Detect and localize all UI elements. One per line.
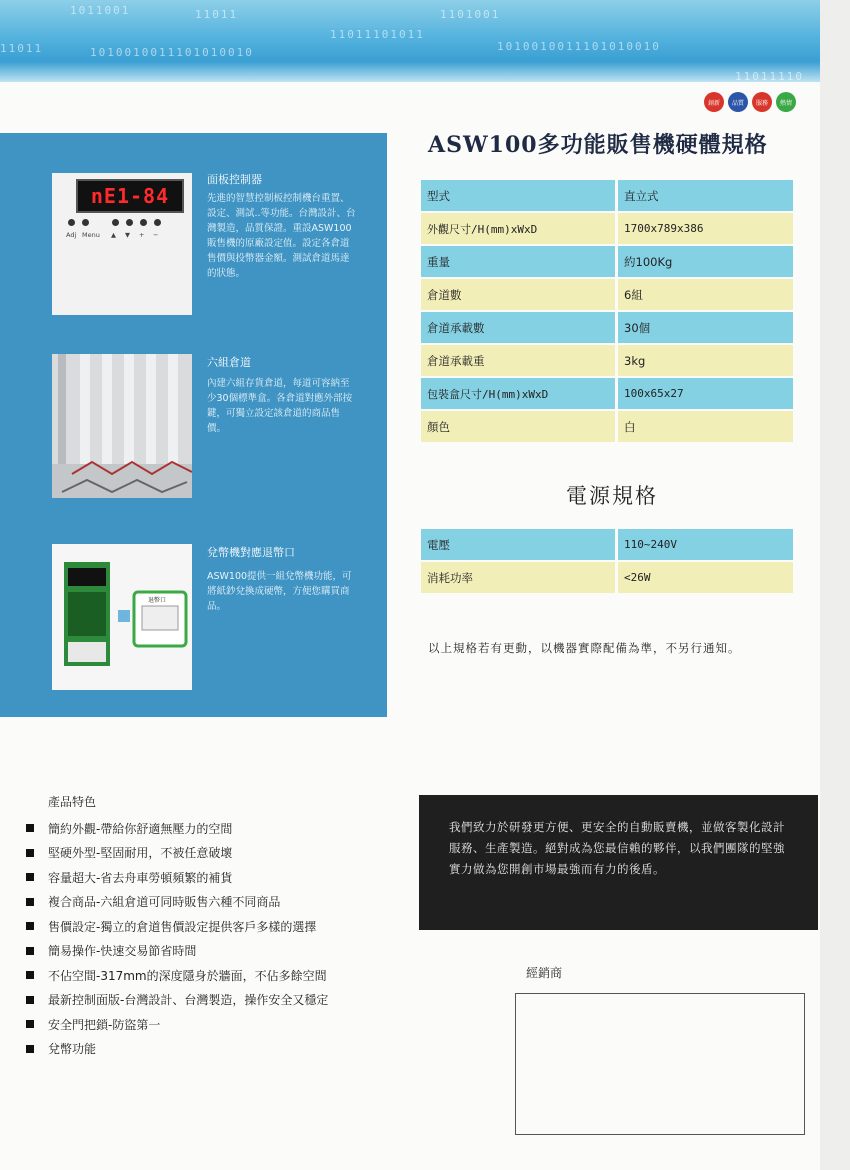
bullet-icon [26, 873, 34, 881]
bullet-icon [26, 1020, 34, 1028]
table-row [421, 562, 793, 595]
list-item [26, 816, 328, 841]
binary-decoration: 1010010011101010010 [497, 40, 661, 53]
spec-value: <26W [618, 562, 793, 595]
plus-button-icon [140, 219, 147, 226]
binary-decoration: 11011101011 [330, 28, 425, 41]
spec-value: 100x65x27 [618, 378, 793, 411]
feature-desc: 先進的智慧控制板控制機台重置、設定、測試..等功能。台灣設計、台灣製造，品質保證。重設ASW100販售機的原廠設定值。設定各倉道售價與投幣器金額。測試倉道馬達的狀態。 [207, 193, 356, 279]
feature-text: 最新控制面版-台灣設計、台灣製造，操作安全又穩定 [48, 993, 329, 1008]
button-row-left [68, 219, 89, 226]
binary-decoration: 11011110 [735, 70, 804, 82]
mission-text: 我們致力於研發更方便、更安全的自動販賣機，並做客製化設計服務、生產製造。絕對成為您最信賴的夥伴，以我們團隊的堅強實力做為您開創市場最強而有力的後盾。 [449, 820, 785, 876]
table-row [421, 279, 793, 312]
list-item [26, 1012, 328, 1037]
feature-title: 面板控制器 [207, 173, 262, 186]
list-item [26, 963, 328, 988]
refund-slot-label: 退幣口 [148, 597, 167, 604]
badge-service: 服務 [752, 92, 772, 112]
spec-key: 顏色 [421, 411, 618, 444]
table-row [421, 411, 793, 444]
feature-text: 安全門把鎖-防盜第一 [48, 1017, 161, 1032]
control-panel-image [52, 173, 192, 315]
badge-quality: 品質 [728, 92, 748, 112]
minus-button-icon [154, 219, 161, 226]
spec-key: 包裝盒尺寸/H(mm)xWxD [421, 378, 618, 411]
spec-value: 直立式 [618, 180, 793, 213]
adj-button-icon [68, 219, 75, 226]
spec-value: 約100Kg [618, 246, 793, 279]
list-item [26, 890, 328, 915]
feature-text: 簡易操作-快速交易節省時間 [48, 944, 197, 959]
binary-decoration: 11011 [195, 8, 239, 21]
menu-button-icon [82, 219, 89, 226]
feature-title: 兌幣機對應退幣口 [207, 546, 295, 559]
bullet-icon [26, 824, 34, 832]
dealer-label: 經銷商 [526, 966, 563, 980]
feature-text: 簡約外觀-帶給你舒適無壓力的空間 [48, 821, 233, 836]
power-spec-table [421, 529, 793, 595]
spec-key: 重量 [421, 246, 618, 279]
bullet-icon [26, 996, 34, 1004]
changer-image [52, 544, 192, 690]
bullet-icon [26, 849, 34, 857]
power-title: 電源規格 [566, 484, 658, 508]
list-item [26, 939, 328, 964]
table-row [421, 529, 793, 562]
binary-decoration: 1010010011101010010 [90, 46, 254, 59]
feature-text: 堅硬外型-堅固耐用，不被任意破壞 [48, 846, 233, 861]
table-row [421, 180, 793, 213]
bullet-icon [26, 922, 34, 930]
feature-desc: 內建六組存貨倉道，每道可容納至少30個標準盒。各倉道對應外部按鍵，可獨立設定該倉道的商品售價。 [207, 378, 353, 434]
bullet-icon [26, 947, 34, 955]
feature-text: 容量超大-省去舟車勞頓頻繁的補貨 [48, 870, 233, 885]
product-features-title: 產品特色 [48, 795, 97, 809]
badge-passion: 熱情 [776, 92, 796, 112]
badge-innovation: 創新 [704, 92, 724, 112]
hardware-spec-table [421, 180, 793, 444]
binary-decoration: 1101001 [440, 8, 501, 21]
spec-key: 外觀尺寸/H(mm)xWxD [421, 213, 618, 246]
table-row [421, 378, 793, 411]
list-item [26, 865, 328, 890]
spec-value: 白 [618, 411, 793, 444]
bullet-icon [26, 898, 34, 906]
feature-panel [0, 133, 387, 717]
spec-key: 倉道數 [421, 279, 618, 312]
spec-value: 3kg [618, 345, 793, 378]
mission-box [419, 795, 818, 930]
button-label: ▼ [125, 231, 130, 239]
spec-key: 倉道承載數 [421, 312, 618, 345]
table-row [421, 345, 793, 378]
table-row [421, 213, 793, 246]
feature-text: 兌幣功能 [48, 1042, 97, 1057]
dealer-box [515, 993, 805, 1135]
table-row [421, 246, 793, 279]
product-features-list [26, 816, 328, 1061]
binary-decoration: 1011001 [70, 4, 131, 17]
spec-title: ASW100多功能販售機硬體規格 [428, 132, 768, 158]
changer-illustration [52, 544, 192, 690]
spec-key: 倉道承載重 [421, 345, 618, 378]
feature-text: 複合商品-六組倉道可同時販售六種不同商品 [48, 895, 281, 910]
list-item [26, 1037, 328, 1062]
led-display: nE1-84 [76, 179, 184, 213]
spec-value: 6組 [618, 279, 793, 312]
lanes-image [52, 354, 192, 498]
spec-key: 消耗功率 [421, 562, 618, 595]
up-button-icon [112, 219, 119, 226]
spec-change-note: 以上規格若有更動，以機器實際配備為準，不另行通知。 [428, 641, 741, 655]
feature-text: 售價設定-獨立的倉道售價設定提供客戶多樣的選擇 [48, 919, 317, 934]
bullet-icon [26, 1045, 34, 1053]
button-label: Adj [66, 231, 77, 239]
bullet-icon [26, 971, 34, 979]
value-badges [704, 92, 796, 112]
header-band [0, 0, 820, 82]
spec-value: 30個 [618, 312, 793, 345]
button-row-right [112, 219, 161, 226]
list-item [26, 988, 328, 1013]
table-row [421, 312, 793, 345]
feature-text: 不佔空間-317mm的深度隱身於牆面，不佔多餘空間 [48, 968, 327, 983]
feature-desc: ASW100提供一組兌幣機功能，可將紙鈔兌換成硬幣，方便您購買商品。 [207, 571, 352, 612]
button-label: + [139, 231, 145, 239]
spec-value: 110~240V [618, 529, 793, 562]
binary-decoration: 11011 [0, 42, 44, 55]
page-edge [820, 0, 850, 1170]
spec-key: 電壓 [421, 529, 618, 562]
feature-title: 六組倉道 [207, 356, 251, 369]
spec-value: 1700x789x386 [618, 213, 793, 246]
list-item [26, 914, 328, 939]
button-label: Menu [82, 231, 100, 239]
list-item [26, 841, 328, 866]
button-label: − [153, 231, 159, 239]
spec-key: 型式 [421, 180, 618, 213]
down-button-icon [126, 219, 133, 226]
button-label: ▲ [111, 231, 116, 239]
lanes-illustration [52, 354, 192, 498]
